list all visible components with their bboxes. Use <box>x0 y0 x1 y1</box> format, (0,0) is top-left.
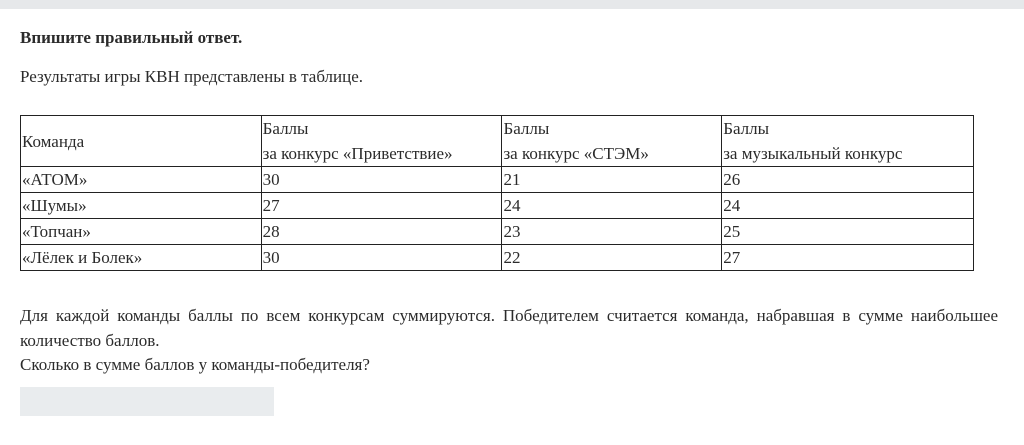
music-score-cell: 24 <box>722 193 974 219</box>
table-row <box>21 219 974 245</box>
music-score-cell: 26 <box>722 167 974 193</box>
header-team <box>21 116 262 167</box>
table-row <box>21 167 974 193</box>
task-question: Сколько в сумме баллов у команды-победителя? <box>20 355 370 374</box>
header-greeting-line1: Баллы <box>262 119 309 138</box>
answer-input[interactable] <box>20 387 274 416</box>
stem-score-cell: 21 <box>502 167 722 193</box>
task-paragraph: Для каждой команды баллы по всем конкурсам суммируются. Победителем считается команда, набравшая в сумме наибольшее количество баллов. <box>20 306 998 350</box>
header-music-line1: Баллы <box>723 119 770 138</box>
header-stem <box>502 116 722 167</box>
music-score-cell: 27 <box>722 245 974 271</box>
header-greeting <box>261 116 502 167</box>
top-bar <box>0 0 1024 9</box>
team-name-cell: «Шумы» <box>21 193 262 219</box>
stem-score-cell: 23 <box>502 219 722 245</box>
stem-score-cell: 22 <box>502 245 722 271</box>
greeting-score-cell: 27 <box>261 193 502 219</box>
table-header-row <box>21 116 974 167</box>
greeting-score-cell: 30 <box>261 167 502 193</box>
header-music <box>722 116 974 167</box>
header-stem-line2: за конкурс «СТЭМ» <box>503 144 649 163</box>
task-instruction: Впишите правильный ответ. <box>20 28 243 47</box>
header-greeting-line2: за конкурс «Приветствие» <box>262 144 453 163</box>
greeting-score-cell: 30 <box>261 245 502 271</box>
table-row <box>21 193 974 219</box>
music-score-cell: 25 <box>722 219 974 245</box>
team-name-cell: «АТОМ» <box>21 167 262 193</box>
team-name-cell: «Лёлек и Болек» <box>21 245 262 271</box>
header-team-label: Команда <box>22 131 85 151</box>
team-name-cell: «Топчан» <box>21 219 262 245</box>
table-row <box>21 245 974 271</box>
results-table <box>20 115 974 271</box>
stem-score-cell: 24 <box>502 193 722 219</box>
header-music-line2: за музыкальный конкурс <box>723 144 903 163</box>
greeting-score-cell: 28 <box>261 219 502 245</box>
header-stem-line1: Баллы <box>503 119 550 138</box>
task-intro: Результаты игры КВН представлены в таблице. <box>20 67 364 86</box>
